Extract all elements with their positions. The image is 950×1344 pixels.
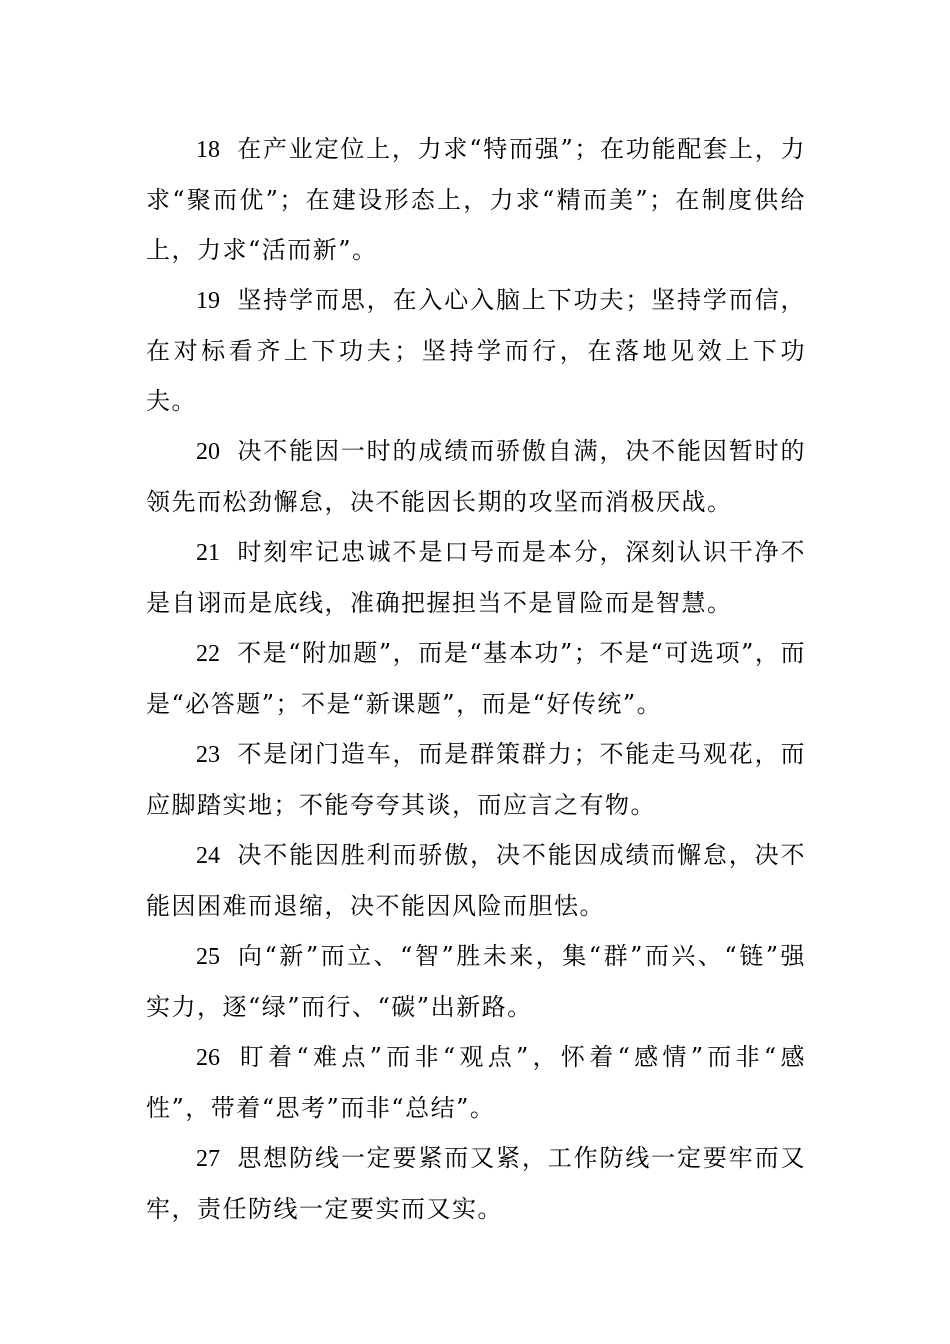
paragraph-text: 决不能因胜利而骄傲，决不能因成绩而懈怠，决不能因困难而退缩，决不能因风险而胆怯。 [146, 841, 806, 920]
paragraph-text: 时刻牢记忠诚不是口号而是本分，深刻认识干净不是自诩而是底线，准确把握担当不是冒险而是智慧。 [146, 538, 806, 617]
paragraph-26 [146, 1032, 806, 1133]
paragraph-20 [146, 426, 806, 527]
paragraph-number: 25 [196, 944, 220, 970]
paragraph-text: 决不能因一时的成绩而骄傲自满，决不能因暂时的领先而松劲懈怠，决不能因长期的攻坚而消极厌战。 [146, 437, 806, 516]
paragraph-21 [146, 527, 806, 628]
paragraph-27 [146, 1133, 806, 1234]
paragraph-text: 盯着“难点”而非“观点”，怀着“感情”而非“感性”，带着“思考”而非“总结”。 [146, 1043, 806, 1122]
paragraph-25 [146, 931, 806, 1032]
paragraph-number: 18 [196, 137, 220, 163]
paragraph-number: 22 [196, 641, 220, 667]
paragraph-19 [146, 275, 806, 426]
paragraph-24 [146, 830, 806, 931]
paragraph-number: 23 [196, 742, 220, 768]
paragraph-text: 坚持学而思，在入心入脑上下功夫；坚持学而信，在对标看齐上下功夫；坚持学而行，在落地见效上下功夫。 [146, 286, 806, 415]
paragraph-22 [146, 628, 806, 729]
paragraph-text: 思想防线一定要紧而又紧，工作防线一定要牢而又牢，责任防线一定要实而又实。 [146, 1144, 806, 1223]
paragraph-text: 不是闭门造车，而是群策群力；不能走马观花，而应脚踏实地；不能夸夸其谈，而应言之有物。 [146, 740, 806, 819]
paragraph-number: 26 [196, 1045, 220, 1071]
paragraph-text: 在产业定位上，力求“特而强”；在功能配套上，力求“聚而优”；在建设形态上，力求“精而美”；在制度供给上，力求“活而新”。 [146, 135, 806, 264]
document-page [146, 124, 806, 1234]
paragraph-number: 21 [196, 540, 220, 566]
paragraph-text: 向“新”而立、“智”胜未来，集“群”而兴、“链”强实力，逐“绿”而行、“碳”出新路。 [146, 942, 806, 1021]
paragraph-number: 24 [196, 843, 220, 869]
paragraph-18 [146, 124, 806, 275]
paragraph-23 [146, 729, 806, 830]
paragraph-text: 不是“附加题”，而是“基本功”；不是“可选项”，而是“必答题”；不是“新课题”，而是“好传统”。 [146, 639, 806, 718]
paragraph-number: 27 [196, 1146, 220, 1172]
paragraph-number: 20 [196, 439, 220, 465]
paragraph-number: 19 [196, 288, 220, 314]
